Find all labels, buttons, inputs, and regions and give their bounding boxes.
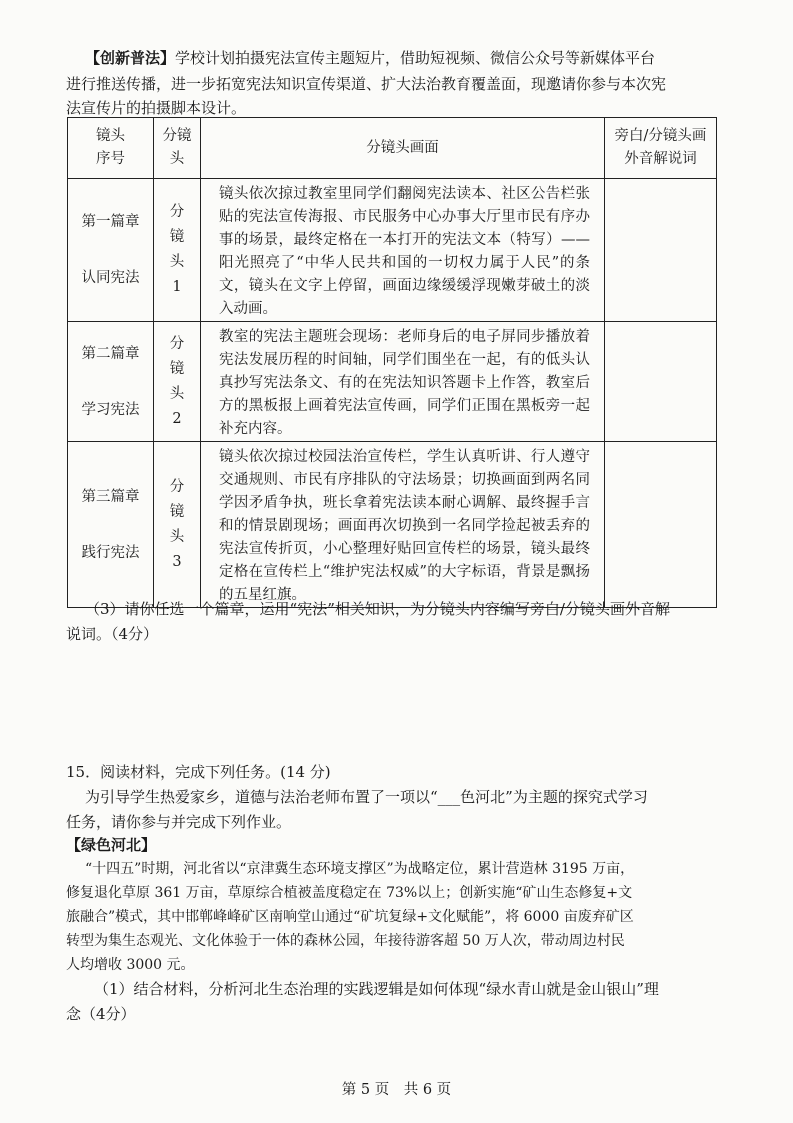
task-1-line-2: 念（4分） (66, 1005, 136, 1023)
material-line: 转型为集生态观光、文化体验于一体的森林公园，年接待游客超 50 万人次，带动周边村民 (66, 933, 625, 949)
material-line: 旅融合”模式，其中邯郸峰峰矿区南响堂山通过“矿坑复绿+文化赋能”，将 6000 亩废弃矿区 (66, 909, 634, 925)
header-shot: 分镜 头 (154, 118, 201, 179)
shot-cell: 分 镜 头 1 (154, 179, 201, 322)
narration-answer-cell[interactable] (605, 442, 717, 608)
intro-line-2: 进行推送传播，进一步拓宽宪法知识宣传渠道、扩大法治教育覆盖面，现邀请你参与本次宪 (66, 75, 667, 93)
table-row (68, 322, 717, 442)
header-scene: 分镜头画面 (201, 118, 605, 179)
q3-line-2: 说词。（4分） (66, 625, 159, 643)
scene-description: 镜头依次掠过校园法治宣传栏，学生认真听讲、行人遵守交通规则、市民有序排队的守法场景；切换画面到两名同学因矛盾争执，班长拿着宪法读本耐心调解、最终握手言和的情景剧现场；画面再次切换到一名同学捡起被丢弃的宪法宣传折页，小心整理好贴回宣传栏的场景，镜头最终定格在宣传栏上“维护宪法权威”的大字标语，背景是飘扬的五星红旗。 (201, 442, 605, 608)
table-row (68, 179, 717, 322)
intro-line-1 (85, 46, 655, 70)
narration-answer-cell[interactable] (605, 322, 717, 442)
shot-cell: 分 镜 头 3 (154, 442, 201, 608)
shot-cell: 分 镜 头 2 (154, 322, 201, 442)
q15-intro-1: 为引导学生热爱家乡，道德与法治老师布置了一项以“___色河北”为主题的探究式学习 (85, 788, 648, 806)
q15-intro-2: 任务，请你参与并完成下列作业。 (66, 813, 292, 831)
chapter-cell: 第二篇章 学习宪法 (68, 322, 154, 442)
header-shot-number: 镜头 序号 (68, 118, 154, 179)
material-line: 人均增收 3000 元。 (66, 957, 195, 973)
page-footer: 第 5 页 共 6 页 (341, 1082, 452, 1098)
table-header-row (68, 118, 717, 179)
chapter-cell: 第三篇章 践行宪法 (68, 442, 154, 608)
script-table (67, 117, 717, 608)
scene-description: 镜头依次掠过教室里同学们翻阅宪法读本、社区公告栏张贴的宪法宣传海报、市民服务中心办事大厅里市民有序办事的场景，最终定格在一本打开的宪法文本（特写）—— 阳光照亮了“中华人民共和国的一切权力属于人民”的条文，镜头在文字上停留，画面边缘缓缓浮现嫩芽破土的淡入动画。 (201, 179, 605, 322)
scene-description: 教室的宪法主题班会现场：老师身后的电子屏同步播放着宪法发展历程的时间轴，同学们围坐在一起，有的低头认真抄写宪法条文、有的在宪法知识答题卡上作答，教室后方的黑板报上画着宪法宣传画，同学们正围在黑板旁一起补充内容。 (201, 322, 605, 442)
narration-answer-cell[interactable] (605, 179, 717, 322)
q3-line-1: （3）请你任选一个篇章，运用“宪法”相关知识，为分镜头内容编写旁白/分镜头画外音解 (85, 600, 670, 618)
q15-title: 15．阅读材料，完成下列任务。(14 分) (66, 763, 331, 781)
chapter-cell: 第一篇章 认同宪法 (68, 179, 154, 322)
section-heading: 【绿色河北】 (66, 836, 157, 854)
intro-text-1: 学校计划拍摄宪法宣传主题短片，借助短视频、微信公众号等新媒体平台 (175, 49, 656, 67)
table-row (68, 442, 717, 608)
material-line: 修复退化草原 361 万亩，草原综合植被盖度稳定在 73%以上；创新实施“矿山生态修复+文 (66, 885, 633, 901)
material-line: “十四五”时期，河北省以“京津冀生态环境支撑区”为战略定位，累计营造林 3195 万亩， (85, 861, 635, 877)
header-narration: 旁白/分镜头画 外音解说词 (605, 118, 717, 179)
intro-line-3: 法宣传片的拍摄脚本设计。 (66, 99, 247, 117)
intro-tag: 【创新普法】 (85, 49, 176, 67)
task-1-line-1: （1）结合材料，分析河北生态治理的实践逻辑是如何体现“绿水青山就是金山银山”理 (94, 980, 659, 998)
